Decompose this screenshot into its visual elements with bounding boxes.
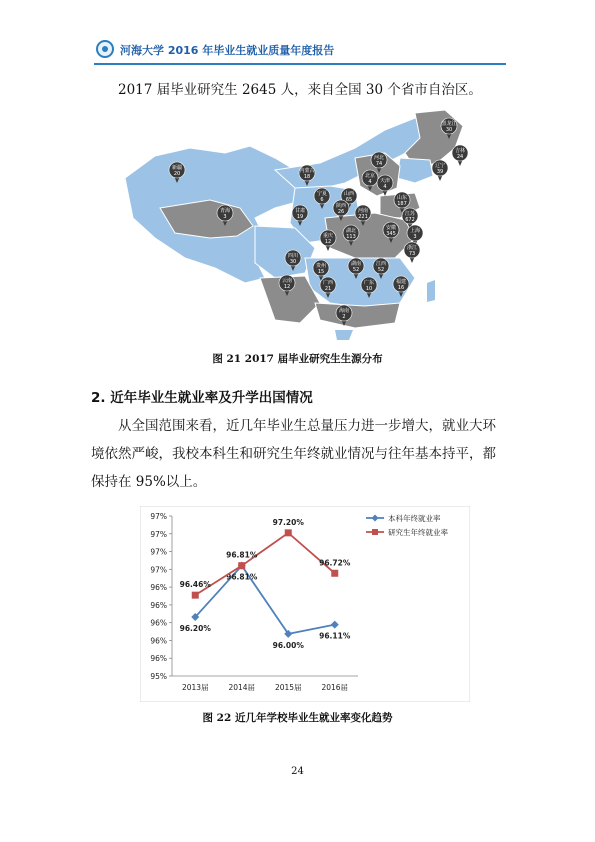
intro-paragraph: 2017 届毕业研究生 2645 人，来自全国 30 个省市自治区。: [118, 82, 482, 98]
map-pin-value: 345: [386, 231, 396, 237]
map-pin: [452, 145, 468, 166]
map-pin-value: 24: [456, 154, 464, 160]
map-pin-name: 山东: [396, 195, 408, 201]
map-pin-name: 辽宁: [434, 163, 446, 169]
x-tick-label: 2014届: [228, 683, 256, 692]
map-pin-value: 3: [413, 234, 417, 240]
map-pin-value: 26: [337, 209, 345, 215]
x-tick-label: 2015届: [274, 683, 302, 692]
map-pin-value: 30: [445, 127, 453, 133]
body-line-2: 境依然严峻，我校本科生和研究生年终就业情况与往年基本持平，都: [91, 446, 496, 462]
y-tick-label: 96%: [150, 654, 167, 664]
map-pin-name: 山西: [343, 191, 355, 197]
legend-label: 研究生年终就业率: [388, 528, 448, 537]
data-label: 96.11%: [319, 631, 351, 641]
map-pin-value: 3: [223, 214, 227, 220]
y-tick-label: 96%: [150, 600, 167, 610]
map-pin-value: 4: [368, 179, 372, 185]
map-pin-name: 新疆: [171, 165, 183, 171]
data-label: 97.20%: [272, 517, 304, 527]
map-pin-value: 113: [346, 234, 356, 240]
map-pin-value: 30: [289, 259, 297, 265]
map-pin-name: 黑龙江: [441, 121, 457, 127]
y-tick-label: 97%: [150, 529, 167, 539]
map-pin-name: 天津: [379, 178, 391, 184]
map-pin-value: 19: [296, 214, 304, 220]
map-pin-name: 广东: [363, 280, 375, 286]
map-pin-value: 52: [352, 267, 360, 273]
y-tick-label: 96%: [150, 636, 167, 646]
map-pin-name: 江西: [375, 261, 387, 267]
data-label: 96.81%: [226, 550, 258, 560]
map-region-guangxi-guangdong: [315, 303, 400, 328]
map-pin: [404, 242, 420, 263]
map-caption: 图 21 2017 届毕业研究生生源分布: [212, 353, 383, 365]
section-heading: 2. 近年毕业生就业率及升学出国情况: [91, 390, 313, 406]
data-label: 96.72%: [319, 558, 351, 568]
map-pin-name: 河南: [357, 208, 369, 214]
map-pin-name: 湖南: [350, 261, 362, 267]
china-province-map: [115, 108, 475, 340]
data-point: [285, 529, 292, 536]
data-point: [192, 592, 199, 599]
map-pin-value: 52: [377, 267, 385, 273]
data-label: 96.81%: [226, 572, 258, 582]
map-pin-value: 15: [317, 269, 325, 275]
map-pin-name: 四川: [287, 253, 299, 259]
map-pin-value: 74: [375, 161, 383, 167]
y-tick-label: 97%: [150, 512, 167, 521]
legend-label: 本科年终就业率: [388, 514, 441, 523]
map-region-central: [322, 213, 418, 258]
map-pin-value: 20: [173, 171, 181, 177]
header-title: 河海大学 2016 年毕业生就业质量年度报告: [120, 44, 335, 57]
map-pin-value: 10: [365, 286, 373, 292]
map-pin-name: 宁夏: [316, 191, 328, 197]
map-pin-value: 12: [283, 284, 291, 290]
x-tick-label: 2016届: [321, 683, 349, 692]
map-pin-name: 福建: [395, 279, 407, 285]
map-pin-name: 广西: [322, 280, 334, 286]
map-pin-value: 39: [436, 169, 444, 175]
map-pin-value: 65: [345, 197, 353, 203]
employment-rate-chart: [140, 506, 470, 702]
map-pin-value: 18: [303, 174, 311, 180]
body-line-3: 保持在 95%以上。: [91, 474, 207, 490]
map-pin-value: 221: [358, 214, 368, 220]
map-pin-name: 内蒙古: [299, 168, 315, 174]
map-pin-name: 河北: [373, 155, 385, 161]
chart-caption: 图 22 近几年学校毕业生就业率变化趋势: [202, 712, 393, 724]
map-region-hainan: [335, 330, 353, 340]
data-label: 96.46%: [179, 580, 211, 590]
page-number: 24: [291, 766, 304, 777]
map-pin-name: 海南: [338, 308, 350, 314]
map-pin: [432, 160, 448, 181]
map-pin-value: 12: [324, 239, 332, 245]
y-tick-label: 97%: [150, 547, 167, 557]
map-pin-value: 16: [397, 285, 405, 291]
y-tick-label: 97%: [150, 565, 167, 575]
map-pin-value: 187: [397, 201, 407, 207]
map-pin-name: 安徽: [385, 225, 397, 231]
data-label: 96.20%: [179, 624, 211, 634]
data-point: [238, 562, 245, 569]
map-pin-value: 2: [342, 314, 346, 320]
legend-marker: [372, 529, 378, 535]
data-label: 96.00%: [272, 640, 304, 650]
y-tick-label: 96%: [150, 583, 167, 593]
map-region-liaoning: [397, 158, 433, 183]
map-pin-value: 21: [324, 286, 332, 292]
map-pin-name: 重庆: [322, 233, 334, 239]
map-pin-name: 吉林: [454, 148, 466, 154]
map-pin-value: 4: [383, 184, 387, 190]
map-pin-name: 贵州: [315, 263, 327, 269]
y-tick-label: 95%: [150, 672, 167, 681]
map-region-taiwan: [427, 280, 435, 302]
y-tick-label: 96%: [150, 618, 167, 628]
map-pin-value: 73: [408, 251, 416, 257]
header-divider: [94, 63, 506, 65]
map-pin-name: 湖北: [345, 228, 357, 234]
map-pin-value: 672: [405, 217, 415, 223]
map-pin-name: 陕西: [335, 203, 347, 209]
data-point: [331, 570, 338, 577]
map-pin-name: 上海: [409, 228, 421, 234]
map-pin-name: 浙江: [406, 245, 418, 251]
body-line-1: 从全国范围来看，近几年毕业生总量压力进一步增大，就业大环: [118, 418, 496, 434]
x-tick-label: 2013届: [181, 683, 209, 692]
map-pin-name: 云南: [281, 278, 293, 284]
map-pin-name: 青海: [219, 208, 231, 214]
map-pin-name: 甘肃: [294, 208, 306, 214]
map-pin-name: 北京: [364, 173, 376, 179]
map-pin-value: 6: [320, 197, 324, 203]
map-pin-name: 江苏: [404, 211, 416, 217]
university-logo: [96, 40, 114, 58]
